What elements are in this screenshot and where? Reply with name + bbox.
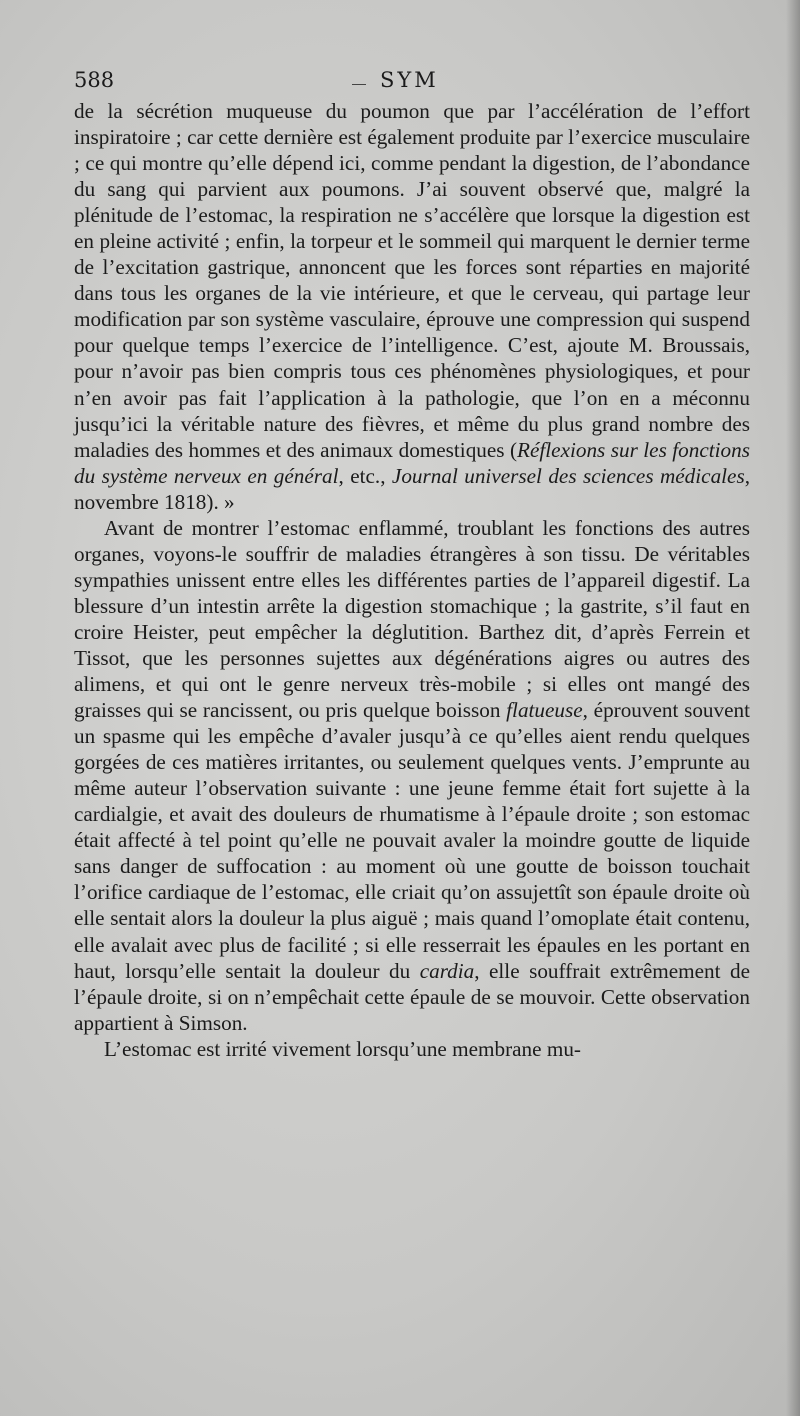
paragraph bbox=[74, 515, 750, 1036]
page-number: 588 bbox=[74, 68, 115, 92]
italic-text: Réflexions sur les fonctions du système nerveux en général bbox=[74, 437, 750, 488]
running-title: SYM bbox=[380, 68, 439, 92]
paragraph-text: , elle souffrait extrêmement de l’épaule droite, si on n’empêchait cette épaule de se mouvoir. Cette observation appartient à Simson. bbox=[74, 958, 750, 1035]
paragraph bbox=[74, 98, 750, 515]
italic-text: Journal universel des sciences médicales bbox=[391, 463, 745, 488]
paragraph-text: L’estomac est irrité vivement lorsqu’une membrane mu- bbox=[104, 1036, 581, 1061]
page-edge-shadow bbox=[786, 0, 800, 1416]
body-text bbox=[74, 98, 750, 1062]
paragraph bbox=[74, 1036, 750, 1062]
paragraph-text: de la sécrétion muqueuse du poumon que par l’accélération de l’effort inspiratoire ; car cette dernière est également produite par l’exercice musculaire ; ce qui montre qu’elle dépend ici, comme pendant la digestion, de l’abondance du sang qui parvient aux poumons. J’ai souvent observé que, malgré la plénitude de l’estomac, la respiration ne s’accélère que lorsque la digestion est en pleine activité ; enfin, la torpeur et le sommeil qui marquent le dernier terme de l’excitation gastrique, annoncent que les forces sont réparties en majorité dans tous les organes de la vie intérieure, et que le cerveau, qui partage leur modification par son système vasculaire, éprouve une compression qui suspend pour quelque temps l’exercice de l’intelligence. C’est, ajoute M. Broussais, pour n’avoir pas bien compris tous ces phénomènes physiologiques, et pour n’en avoir pas fait l’application à la pathologie, que l’on en a méconnu jusqu’ici la véritable nature des fièvres, et même du plus grand nombre des maladies des hommes et des animaux domestiques ( bbox=[74, 99, 750, 462]
running-head bbox=[74, 68, 750, 98]
paragraph-text: Avant de montrer l’estomac enflammé, troublant les fonctions des autres organes, voyons-le souffrir de maladies étrangères à son tissu. De véritables sympathies unissent entre elles les différentes parties de l’appareil digestif. La blessure d’un intestin arrête la digestion stomachique ; la gastrite, s’il faut en croire Heister, peut empêcher la déglutition. Barthez dit, d’après Ferrein et Tissot, que les personnes sujettes aux dégénérations aigres ou autres des alimens, et qui ont le genre nerveux très-mobile ; si elles ont mangé des graisses qui se rancissent, ou pris quelque boisson bbox=[74, 515, 750, 723]
book-page bbox=[74, 68, 750, 1062]
paragraph-text: , novembre 1818). » bbox=[74, 463, 750, 514]
italic-text: flatueuse bbox=[506, 698, 583, 723]
italic-text: cardia bbox=[419, 958, 475, 983]
paragraph-text: , etc., bbox=[338, 463, 392, 488]
running-head-rule bbox=[352, 84, 366, 85]
paragraph-text: , éprouvent souvent un spasme qui les empêche d’avaler jusqu’à ce qu’elles aient rendu quelques gorgées de ces matières irritantes, ou seulement quelques vents. J’emprunte au même auteur l’observation suivante : une jeune femme était fort sujette à la cardialgie, et avait des douleurs de rhumatisme à l’épaule droite ; son estomac était affecté à tel point qu’elle ne pouvait avaler la moindre goutte de liquide sans danger de suffocation : au moment où une goutte de boisson touchait l’orifice cardiaque de l’estomac, elle criait qu’on assujettît son épaule droite où elle sentait alors la douleur la plus aiguë ; mais quand l’omoplate était contenu, elle avalait avec plus de facilité ; si elle resserrait les épaules en les portant en haut, lorsqu’elle sentait la douleur du bbox=[74, 698, 750, 983]
